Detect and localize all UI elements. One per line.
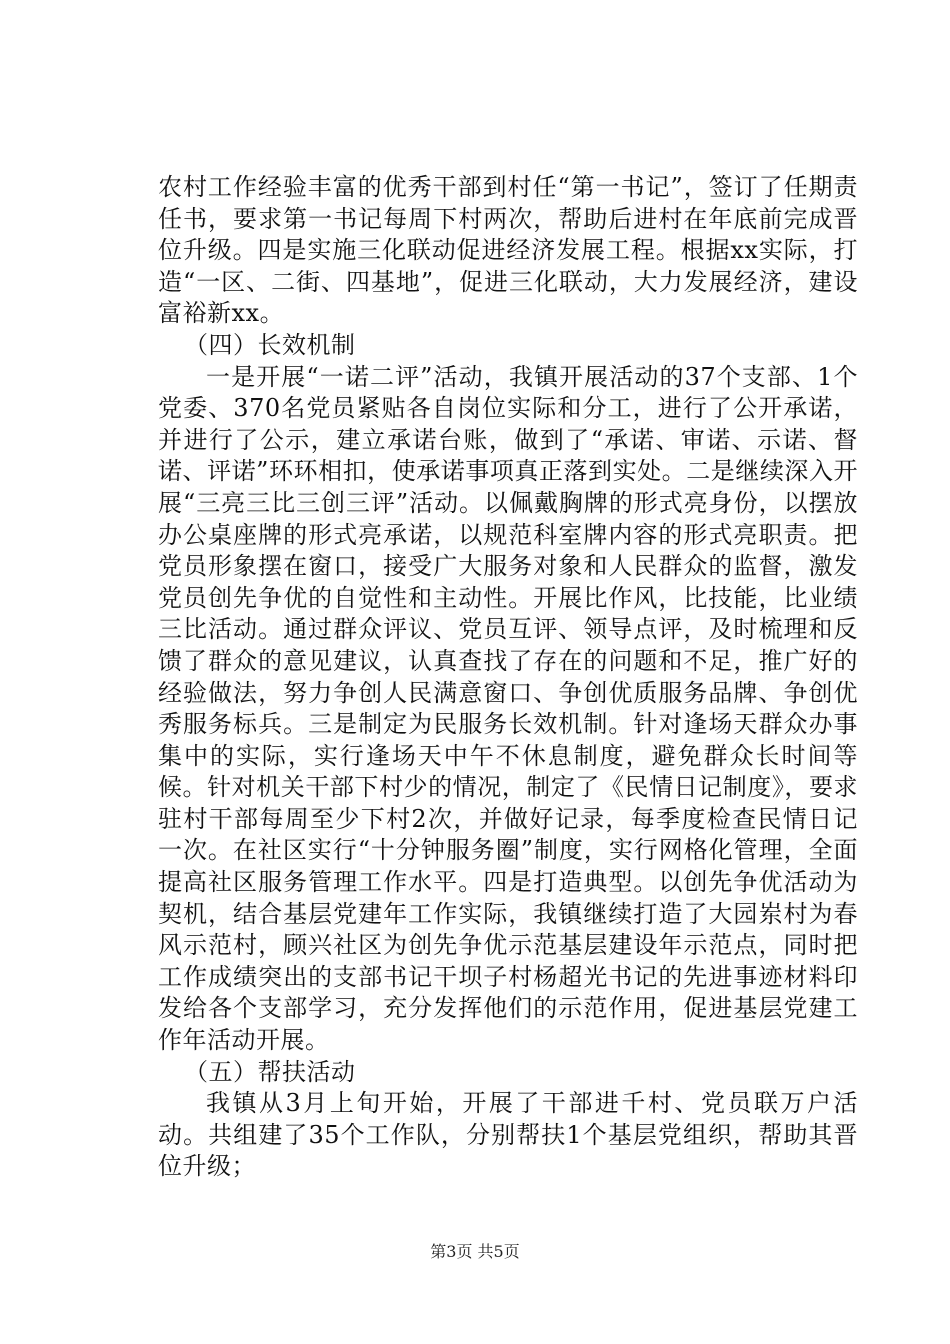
section-heading-4: （四）长效机制 — [184, 330, 356, 359]
paragraph-section-5: 我镇从3月上旬开始，开展了干部进千村、党员联万户活动。共组建了35个工作队，分别帮扶1个基层党组织，帮助其晋位升级； — [158, 1089, 858, 1181]
paragraph-section-4: 一是开展“一诺二评”活动，我镇开展活动的37个支部、1个党委、370名党员紧贴各自岗位实际和分工，进行了公开承诺，并进行了公示，建立承诺台账，做到了“承诺、审诺、示诺、督诺、评诺”环环相扣，使承诺事项真正落到实处。二是继续深入开展“三亮三比三创三评”活动。以佩戴胸牌的形式亮身份，以摆放办公桌座牌的形式亮承诺，以规范科室牌内容的形式亮职责。把党员形象摆在窗口，接受广大服务对象和人民群众的监督，激发党员创先争优的自觉性和主动性。开展比作风，比技能，比业绩三比活动。通过群众评议、党员互评、领导点评，及时梳理和反馈了群众的意见建议，认真查找了存在的问题和不足，推广好的经验做法，努力争创人民满意窗口、争创优质服务品牌、争创优秀服务标兵。三是制定为民服务长效机制。针对逢场天群众办事集中的实际，实行逢场天中午不休息制度，避免群众长时间等候。针对机关干部下村少的情况，制定了《民情日记制度》，要求驻村干部每周至少下村2次，并做好记录，每季度检查民情日记一次。在社区实行“十分钟服务圈”制度，实行网格化管理，全面提高社区服务管理工作水平。四是打造典型。以创先争优活动为契机，结合基层党建年工作实际，我镇继续打造了大园岽村为春风示范村，顾兴社区为创先争优示范基层建设年示范点，同时把工作成绩突出的支部书记干坝子村杨超光书记的先进事迹材料印发给各个支部学习，充分发挥他们的示范作用，促进基层党建工作年活动开展。 — [158, 362, 858, 1055]
document-body — [158, 172, 858, 1183]
page-footer: 第3页 共5页 — [430, 1242, 520, 1261]
paragraph-intro: 农村工作经验丰富的优秀干部到村任“第一书记”，签订了任期责任书，要求第一书记每周下村两次，帮助后进村在年底前完成晋位升级。四是实施三化联动促进经济发展工程。根据xx实际，打造“一区、二街、四基地”，促进三化联动，大力发展经济，建设富裕新xx。 — [158, 173, 858, 328]
section-heading-5: （五）帮扶活动 — [184, 1057, 356, 1086]
